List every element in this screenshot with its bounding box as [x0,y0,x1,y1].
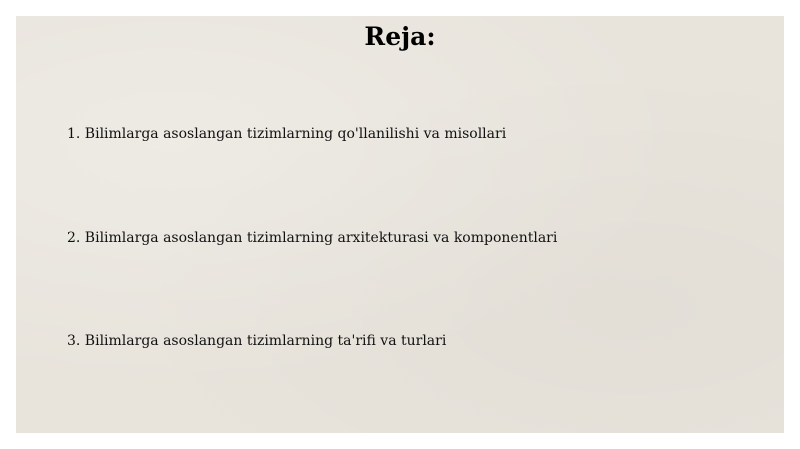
plan-item-3: 3. Bilimlarga asoslangan tizimlarning ta'rifi va turlari [67,333,447,349]
plan-item-1: 1. Bilimlarga asoslangan tizimlarning qo'llanilishi va misollari [67,126,507,142]
plan-item-2: 2. Bilimlarga asoslangan tizimlarning arxitekturasi va komponentlari [67,230,558,246]
slide-canvas [16,16,784,433]
slide-title: Reja: [364,22,436,51]
